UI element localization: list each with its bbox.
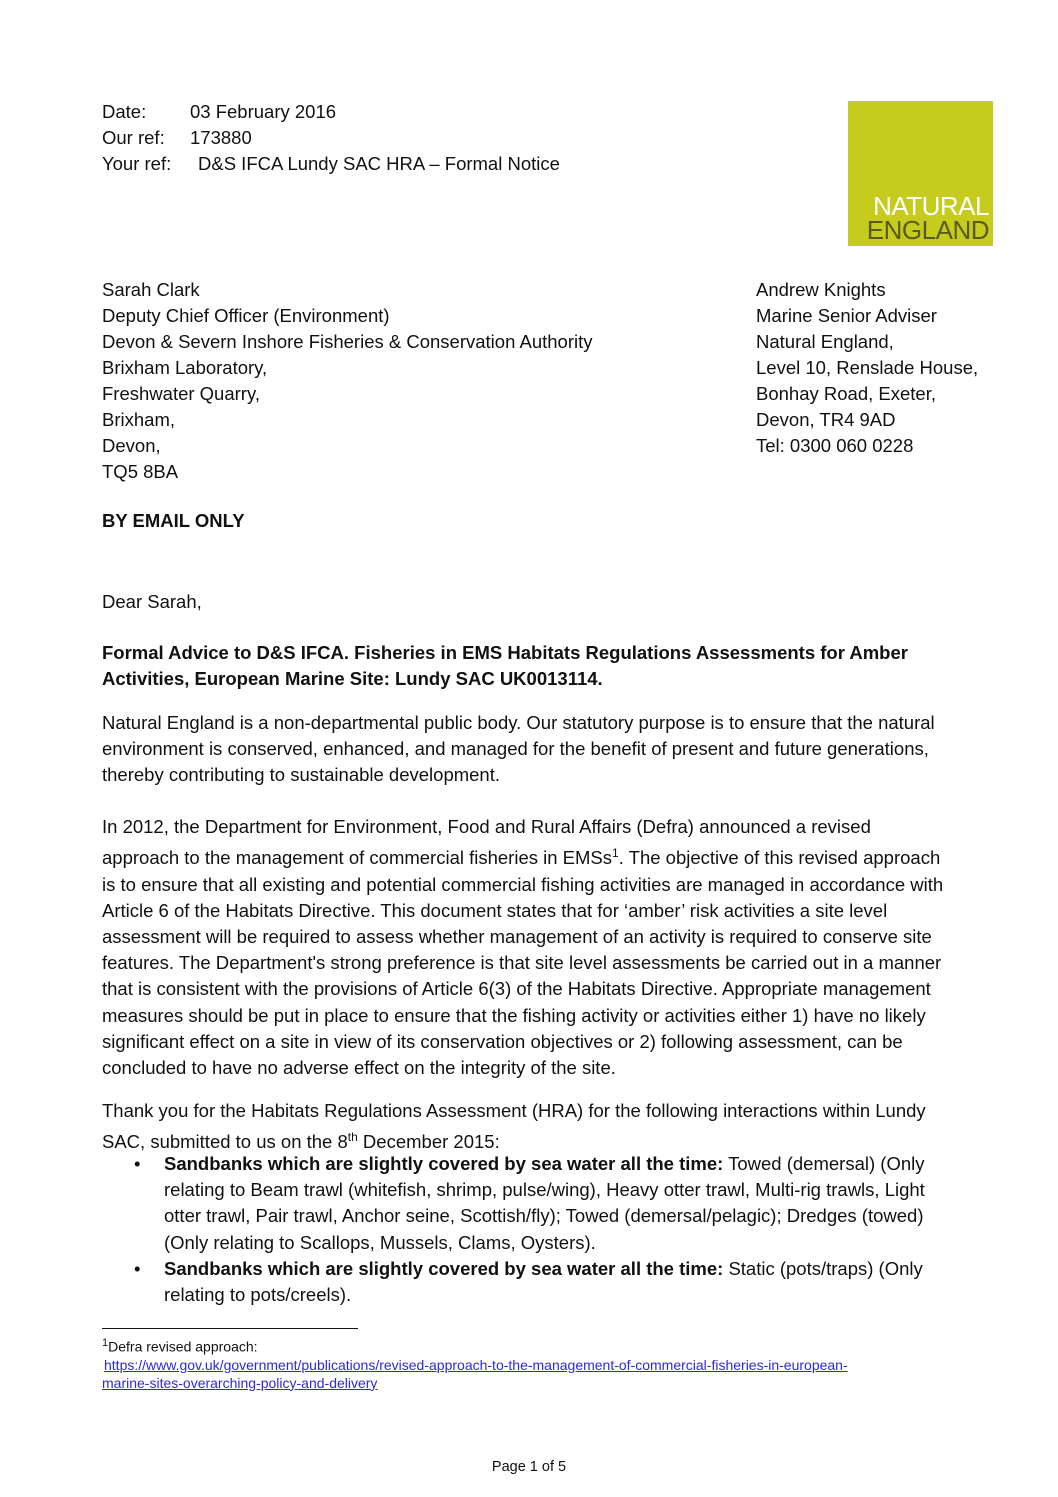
paragraph-line: is to ensure that all existing and potential commercial fishing activities are managed in accordance with: [102, 873, 944, 895]
paragraph-line: Natural England is a non-departmental public body. Our statutory purpose is to ensure that the natural: [102, 712, 935, 733]
list-item-line: [164, 1151, 984, 1177]
recipient-line: Sarah Clark: [102, 279, 200, 300]
text-run: Static (pots/traps) (Only: [723, 1257, 923, 1279]
logo-line-natural: NATURAL: [873, 191, 989, 221]
footnote-label: Defra revised approach:: [108, 1338, 258, 1355]
recipient-line: Devon,: [102, 435, 161, 456]
recipient-address: [102, 277, 593, 485]
paragraph-line: assessment will be required to assess whether management of an activity is required to conserve site: [102, 925, 932, 947]
paragraph-line: environment is conserved, enhanced, and managed for the benefit of present and future generations,: [102, 738, 929, 760]
salutation: Dear Sarah,: [102, 591, 202, 612]
recipient-line: Devon & Severn Inshore Fisheries & Conservation Authority: [102, 331, 593, 352]
your-ref-value: D&S IFCA Lundy SAC HRA – Formal Notice: [198, 153, 560, 174]
bullet-icon: •: [134, 1257, 141, 1279]
sender-line: Marine Senior Adviser: [756, 305, 937, 326]
recipient-line: TQ5 8BA: [102, 461, 179, 482]
list-item-heading: Sandbanks which are slightly covered by sea water all the time:: [164, 1153, 724, 1174]
list-item-heading: Sandbanks which are slightly covered by sea water all the time:: [164, 1257, 724, 1279]
list-item-line: (Only relating to Scallops, Mussels, Clams, Oysters).: [164, 1231, 596, 1253]
footnote-link-line: [102, 1356, 982, 1374]
list-item-line: otter trawl, Pair trawl, Anchor seine, Scottish/fly); Towed (demersal/pelagic); Dredges (towed): [164, 1205, 924, 1227]
sender-line: Level 10, Renslade House,: [756, 357, 979, 378]
text-run: approach to the management of commercial fisheries in EMSs: [102, 847, 613, 869]
interaction-list: [134, 1151, 984, 1308]
paragraph-defra: [102, 814, 972, 1081]
our-ref-value: 173880: [190, 127, 252, 148]
recipient-line: Brixham Laboratory,: [102, 357, 268, 378]
your-ref-label: Your ref:: [102, 153, 172, 174]
paragraph-line: concluded to have no adverse effect on the integrity of the site.: [102, 1056, 616, 1078]
footnote: [102, 1334, 982, 1392]
footnote-link-line: [102, 1374, 982, 1392]
list-item: [134, 1151, 984, 1256]
date-value: 03 February 2016: [190, 101, 337, 122]
paragraph-line: Thank you for the Habitats Regulations Assessment (HRA) for the following interactions within Lundy: [102, 1100, 926, 1121]
sender-line: Andrew Knights: [756, 279, 886, 300]
text-run: Towed (demersal) (Only: [723, 1153, 925, 1174]
sender-line: Tel: 0300 060 0228: [756, 435, 914, 456]
paragraph-thanks: [102, 1098, 972, 1156]
paragraph-line: [102, 840, 972, 871]
paragraph-line: significant effect on a site in view of its conservation objectives or 2) following assessment, can be: [102, 1030, 903, 1052]
sender-line: Bonhay Road, Exeter,: [756, 383, 936, 404]
bullet-icon: •: [134, 1153, 141, 1174]
footnote-separator: [102, 1328, 358, 1329]
footnote-label-line: [102, 1334, 982, 1356]
sender-line: Natural England,: [756, 331, 894, 352]
footnote-link[interactable]: https://www.gov.uk/government/publications/revised-approach-to-the-management-of-commercial-fisheries-in-european-: [104, 1356, 848, 1373]
list-item-line: [164, 1256, 984, 1282]
by-email-notice: BY EMAIL ONLY: [102, 510, 245, 531]
footnote-marker: 1: [102, 1337, 109, 1349]
sender-line: Devon, TR4 9AD: [756, 409, 896, 430]
subject-line: Activities, European Marine Site: Lundy SAC UK0013114.: [102, 668, 603, 690]
paragraph-line: measures should be put in place to ensure that the fishing activity or activities either 1) have no likely: [102, 1004, 926, 1026]
list-item: [134, 1256, 984, 1308]
date-label: Date:: [102, 101, 147, 122]
paragraph-line: Article 6 of the Habitats Directive. This document states that for ‘amber’ risk activities a site level: [102, 899, 888, 921]
footnote-link[interactable]: marine-sites-overarching-policy-and-delivery: [102, 1374, 378, 1391]
recipient-line: Deputy Chief Officer (Environment): [102, 305, 390, 326]
paragraph-line: thereby contributing to sustainable development.: [102, 764, 501, 786]
text-run: . The objective of this revised approach: [618, 847, 941, 869]
recipient-line: Freshwater Quarry,: [102, 383, 260, 404]
sender-address: [756, 277, 978, 459]
paragraph-line: features. The Department's strong preference is that site level assessments be carried out in a manner: [102, 952, 942, 974]
our-ref-row: [102, 127, 252, 149]
recipient-line: Brixham,: [102, 409, 175, 430]
footnote-reference: 1: [612, 846, 619, 861]
subject-heading: [102, 640, 972, 692]
list-item-line: relating to Beam trawl (whitefish, shrimp, pulse/wing), Heavy otter trawl, Multi-rig trawls, Light: [164, 1179, 925, 1201]
our-ref-label: Our ref:: [102, 127, 165, 148]
text-run: SAC, submitted to us on the 8: [102, 1131, 348, 1153]
text-run: December 2015:: [357, 1131, 500, 1153]
paragraph-line: that is consistent with the provisions of Article 6(3) of the Habitats Directive. Appropriate management: [102, 978, 931, 1000]
natural-england-logo: [848, 101, 993, 246]
your-ref-row: [102, 153, 560, 175]
date-row: [102, 101, 336, 123]
paragraph-intro: [102, 710, 972, 789]
paragraph-line: In 2012, the Department for Environment, Food and Rural Affairs (Defra) announced a revised: [102, 816, 871, 837]
logo-line-england: ENGLAND: [866, 215, 989, 245]
list-item-line: relating to pots/creels).: [164, 1284, 352, 1306]
ordinal-suffix: th: [347, 1130, 358, 1145]
subject-line: Formal Advice to D&S IFCA. Fisheries in EMS Habitats Regulations Assessments for Amber: [102, 642, 908, 663]
page-number: Page 1 of 5: [491, 1459, 567, 1475]
